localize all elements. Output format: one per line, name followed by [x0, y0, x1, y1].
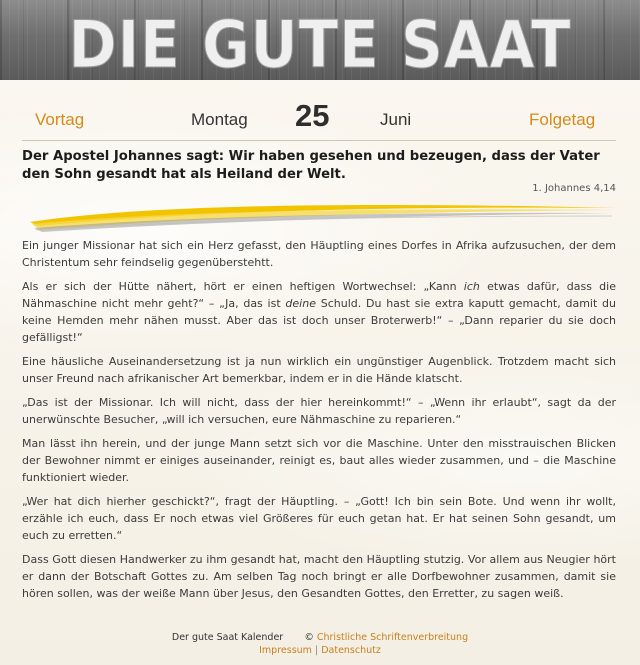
privacy-link[interactable]: Datenschutz	[321, 645, 381, 656]
date-navigation	[0, 96, 640, 140]
copyright-symbol: ©	[304, 632, 314, 643]
paragraph	[22, 435, 616, 486]
emphasis-text: ich	[463, 280, 480, 293]
paragraph	[22, 551, 616, 602]
paragraph	[22, 493, 616, 544]
paragraph	[22, 353, 616, 387]
verse-reference: 1. Johannes 4,14	[532, 183, 616, 194]
devotional-text	[22, 237, 616, 609]
paragraph-text: „Das ist der Missionar. Ich will nicht, dass der hier hereinkommt!“ – „Wenn ihr erlaubt“, sagt da der unerwünschte Besucher, „will ich versuchen, eure Nähmaschine zu reparieren.“	[22, 396, 616, 426]
footer	[0, 631, 640, 657]
paragraph-text: Als er sich der Hütte nähert, hört er einen heftigen Wortwechsel: „Kann	[22, 280, 464, 293]
bible-verse: Der Apostel Johannes sagt: Wir haben gesehen und bezeugen, dass der Vater den Sohn gesandt hat als Heiland der Welt.	[22, 149, 600, 182]
paragraph-text: etwas dafür, dass die Nähmaschine nicht mehr geht?“ – „Ja, das ist	[22, 280, 616, 310]
paragraph-text: Dass Gott diesen Handwerker zu ihm gesandt hat, macht den Häuptling stutzig. Vor allem aus Neugier hört er dann der Botschaft Gottes zu. Am selben Tag noch bringt er alle Dorfbewohner zusammen, damit sie hören sollen, was der weiße Mann über Jesus, den Gesandten Gottes, den Erretter, zu sagen weiß.	[22, 553, 616, 600]
paragraph	[22, 394, 616, 428]
footer-separator: |	[314, 645, 319, 656]
calendar-name: Der gute Saat Kalender	[171, 632, 284, 643]
next-day-link[interactable]: Folgetag	[529, 110, 596, 129]
paragraph-text: Eine häusliche Auseinandersetzung ist ja nun wirklich ein ungünstiger Augenblick. Trotzdem macht sich unser Freund nach afrikanischer Art bemerkbar, indem er in die Hände klatscht.	[22, 355, 616, 385]
nav-divider	[22, 140, 616, 141]
paragraph	[22, 237, 616, 271]
paragraph	[22, 278, 616, 346]
impressum-link[interactable]: Impressum	[259, 645, 312, 656]
publisher-link[interactable]: Christliche Schriftenverbreitung	[316, 632, 469, 643]
month-label: Juni	[380, 110, 412, 129]
emphasis-text: deine	[285, 297, 316, 310]
paragraph-text: Schuld. Du hast sie extra kaputt gemacht, damit du keine Hemden mehr nähen musst. Aber das ist doch unser Broterwerb!“ – „Dann reparier du sie doch gefälligst!“	[22, 297, 617, 344]
site-logo[interactable]	[0, 0, 640, 80]
logo-text: DIE GUTE SAAT	[68, 7, 572, 80]
previous-day-link[interactable]: Vortag	[35, 110, 85, 129]
paragraph-text: Man lässt ihn herein, und der junge Mann setzt sich vor die Maschine. Unter den misstrauischen Blicken der Bewohner nimmt er einiges auseinander, reinigt es, baut alles wieder zusammen, und – die Maschine funktioniert wieder.	[22, 437, 616, 484]
paragraph-text: „Wer hat dich hierher geschickt?“, fragt der Häuptling. – „Gott! Ich bin sein Bote. Und wenn ihr wollt, erzähle ich euch, dass Er noch etwas viel Größeres für euch getan hat. Er hat seinen Sohn gesandt, um euch zu erretten.“	[22, 495, 616, 542]
paragraph-text: Ein junger Missionar hat sich ein Herz gefasst, den Häuptling eines Dorfes in Afrika aufzusuchen, der dem Christentum sehr feindselig gegenüberstehtt.	[22, 239, 616, 269]
header-banner	[0, 0, 640, 80]
day-number: 25	[295, 98, 330, 133]
weekday-label: Montag	[191, 110, 248, 129]
decorative-swoosh	[28, 200, 618, 240]
